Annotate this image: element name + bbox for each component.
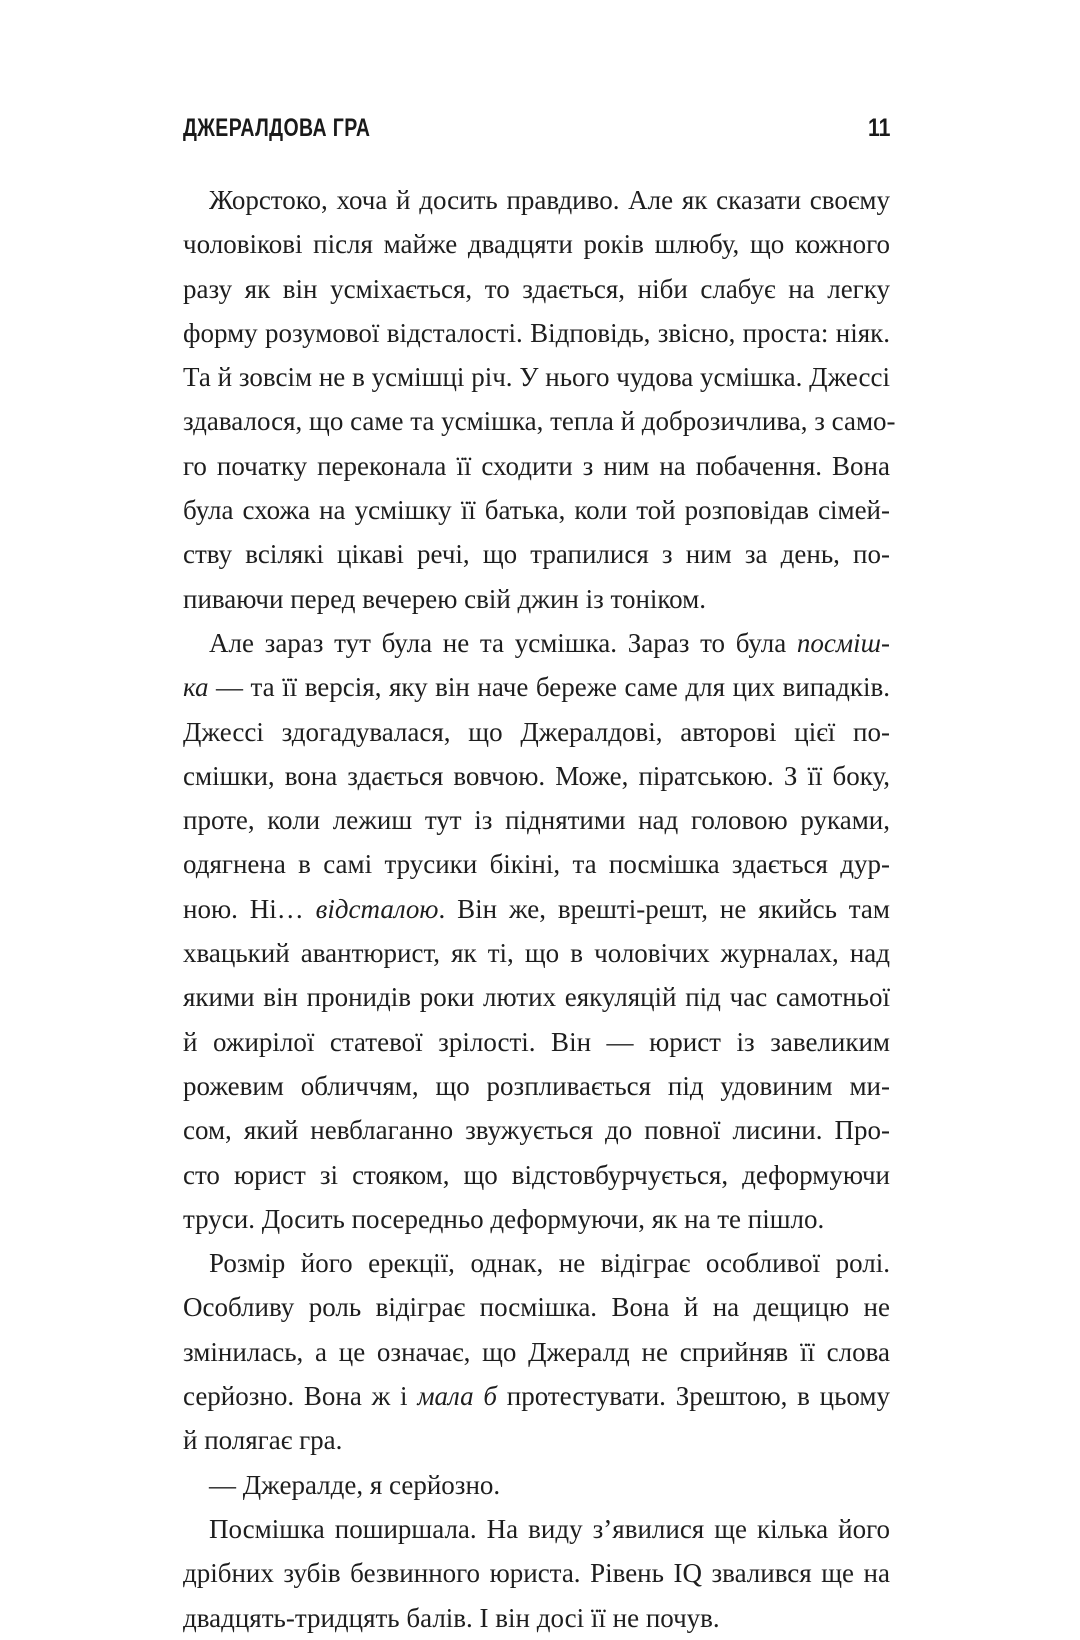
text-line: [183, 1374, 890, 1418]
text-line: двадцять-тридцять балів. І він досі її не почув.: [183, 1602, 720, 1633]
text-line: проте, коли лежиш тут із піднятими над головою руками,: [183, 805, 890, 836]
text-line: сто юрист зі стояком, що відстовбурчується, деформуючи: [183, 1159, 890, 1190]
running-title: ДЖЕРАЛДОВА ГРА: [183, 114, 371, 142]
text-line: Жорстоко, хоча й досить правдиво. Але як сказати своєму: [209, 185, 890, 215]
text-line: здавалося, що саме та усмішка, тепла й доброзичлива, з само-: [183, 406, 896, 437]
text-line: ству всілякі цікаві речі, що трапилися з ним за день, по-: [183, 539, 890, 570]
text-line: Джессі здогадувалася, що Джералдові, авторові цієї по-: [183, 716, 890, 747]
text-line: труси. Досить посередньо деформуючи, як на те пішло.: [183, 1203, 825, 1234]
text-line: [183, 621, 890, 665]
text-line: Розмір його ерекції, однак, не відіграє особливої ролі.: [209, 1248, 890, 1279]
text-line: Особливу роль відіграє посмішка. Вона й на дещицю не: [183, 1292, 890, 1323]
text-line: — Джералде, я серйозно.: [209, 1469, 501, 1500]
text-line: сом, який невблаганно звужується до повної лисини. Про-: [183, 1115, 890, 1146]
text-line: форму розумової відсталості. Відповідь, звісно, проста: ніяк.: [183, 317, 890, 348]
text-line: одягнена в самі трусики бікіні, та посмішка здається дур-: [183, 849, 890, 880]
text-line: смішки, вона здається вовчою. Може, піратською. З її боку,: [183, 760, 890, 791]
italic-run: відсталою: [315, 893, 439, 924]
text-line: дрібних зубів безвинного юриста. Рівень IQ звалився ще на: [183, 1558, 890, 1589]
page-number: 11: [867, 114, 890, 142]
text-line: змінилась, а це означає, що Джералд не сприйняв її слова: [183, 1336, 890, 1367]
italic-run: ка: [183, 672, 209, 703]
text-run: — та її версія, яку він наче береже саме для цих випадків.: [208, 672, 890, 703]
text-run: ною. Ні…: [183, 893, 316, 924]
text-line: Посмішка поширшала. На виду з’явилися ще кілька його: [209, 1513, 890, 1544]
text-line: [183, 887, 890, 931]
text-line: якими він пронидів роки лютих еякуляцій під час самотньої: [183, 982, 890, 1013]
text-line: рожевим обличчям, що розпливається під удовиним ми-: [183, 1070, 890, 1101]
body-text: [183, 178, 896, 1640]
text-line: го початку переконала її сходити з ним на побачення. Вона: [183, 450, 890, 481]
text-line: й ожирілої статевої зрілості. Він — юрист із завеликим: [183, 1026, 890, 1057]
running-head: [183, 114, 890, 150]
text-line: разу як він усміхається, то здається, ніби слабує на легку: [183, 273, 890, 304]
italic-run: посміш-: [796, 627, 890, 658]
text-line: Та й зовсім не в усмішці річ. У нього чудова усмішка. Джессі: [183, 362, 890, 393]
text-run: серйозно. Вона ж і: [183, 1381, 418, 1412]
text-line: [183, 665, 890, 709]
text-run: . Він же, врешті-решт, не якийсь там: [438, 893, 890, 924]
text-line: хвацький авантюрист, як ті, що в чоловічих журналах, над: [183, 938, 890, 969]
italic-run: мала б: [417, 1381, 497, 1412]
text-line: чоловікові після майже двадцяти років шлюбу, що кожного: [183, 229, 890, 260]
text-line: була схожа на усмішку її батька, коли той розповідав сімей-: [183, 495, 890, 526]
text-run: протестувати. Зрештою, в цьому: [497, 1381, 890, 1412]
text-line: пиваючи перед вечерею свій джин із тоніком.: [183, 583, 706, 614]
text-run: Але зараз тут була не та усмішка. Зараз то була: [209, 627, 797, 658]
text-line: й полягає гра.: [183, 1425, 343, 1456]
